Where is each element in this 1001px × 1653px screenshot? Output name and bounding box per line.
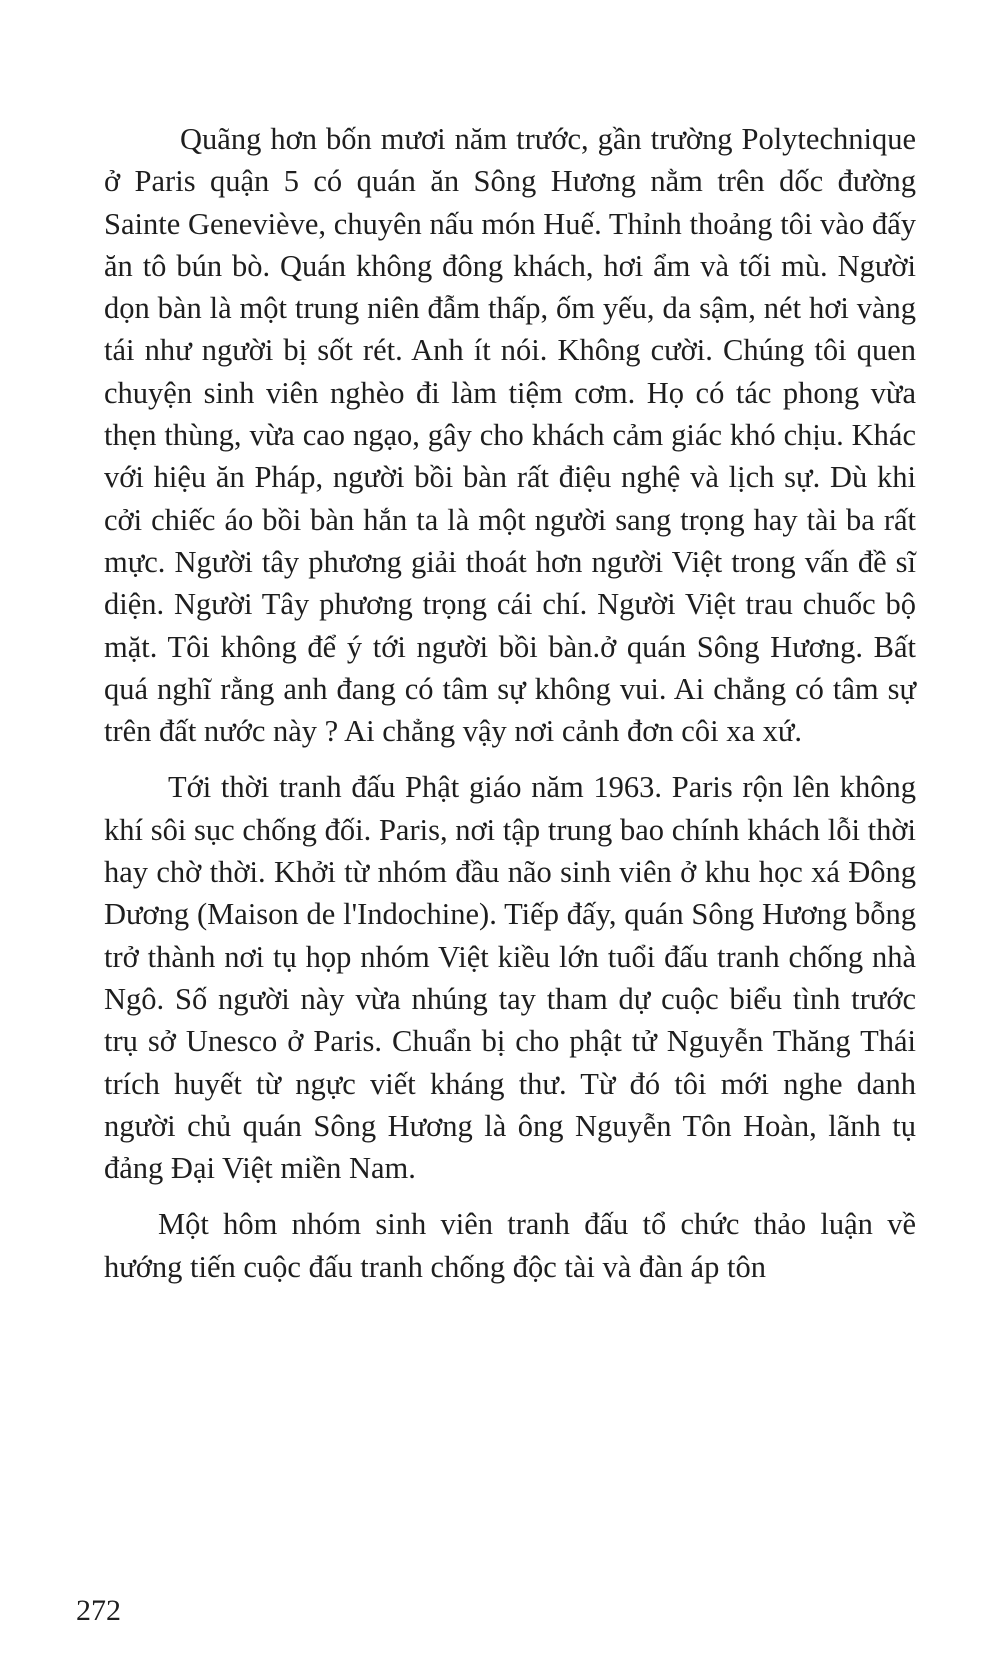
paragraph-1: Quãng hơn bốn mươi năm trước, gần trường Polytechnique ở Paris quận 5 có quán ăn Sông Hương nằm trên dốc đường Sainte Geneviève, chuyên nấu món Huế. Thỉnh thoảng tôi vào đấy ăn tô bún bò. Quán không đông khách, hơi ẩm và tối mù. Người dọn bàn là một trung niên đẫm thấp, ốm yếu, da sậm, nét hơi vàng tái như người bị sốt rét. Anh ít nói. Không cười. Chúng tôi quen chuyện sinh viên nghèo đi làm tiệm cơm. Họ có tác phong vừa thẹn thùng, vừa cao ngạo, gây cho khách cảm giác khó chịu. Khác với hiệu ăn Pháp, người bồi bàn rất điệu nghệ và lịch sự. Dù khi cởi chiếc áo bồi bàn hắn ta là một người sang trọng hay tài ba rất mực. Người tây phương giải thoát hơn người Việt trong vấn đề sĩ diện. Người Tây phương trọng cái chí. Người Việt trau chuốc bộ mặt. Tôi không để ý tới người bồi bàn.ở quán Sông Hương. Bất quá nghĩ rằng anh đang có tâm sự không vui. Ai chẳng có tâm sự trên đất nước này ? Ai chẳng vậy nơi cảnh đơn côi xa xứ. xyxy=(104,122,916,749)
paragraph-3: Một hôm nhóm sinh viên tranh đấu tổ chức thảo luận về hướng tiến cuộc đấu tranh chống độc tài và đàn áp tôn xyxy=(104,1207,916,1284)
paragraph-2: Tới thời tranh đấu Phật giáo năm 1963. Paris rộn lên không khí sôi sục chống đối. Paris, nơi tập trung bao chính khách lỗi thời hay chờ thời. Khởi từ nhóm đầu não sinh viên ở khu học xá Đông Dương (Maison de l'Indochine). Tiếp đấy, quán Sông Hương bỗng trở thành nơi tụ họp nhóm Việt kiều lớn tuổi đấu tranh chống nhà Ngô. Số người này vừa nhúng tay tham dự cuộc biểu tình trước trụ sở Unesco ở Paris. Chuẩn bị cho phật tử Nguyễn Thăng Thái trích huyết từ ngực viết kháng thư. Từ đó tôi mới nghe danh người chủ quán Sông Hương là ông Nguyễn Tôn Hoàn, lãnh tụ đảng Đại Việt miền Nam. xyxy=(104,770,916,1186)
body-text xyxy=(104,118,916,1288)
page-number: 272 xyxy=(76,1594,121,1627)
